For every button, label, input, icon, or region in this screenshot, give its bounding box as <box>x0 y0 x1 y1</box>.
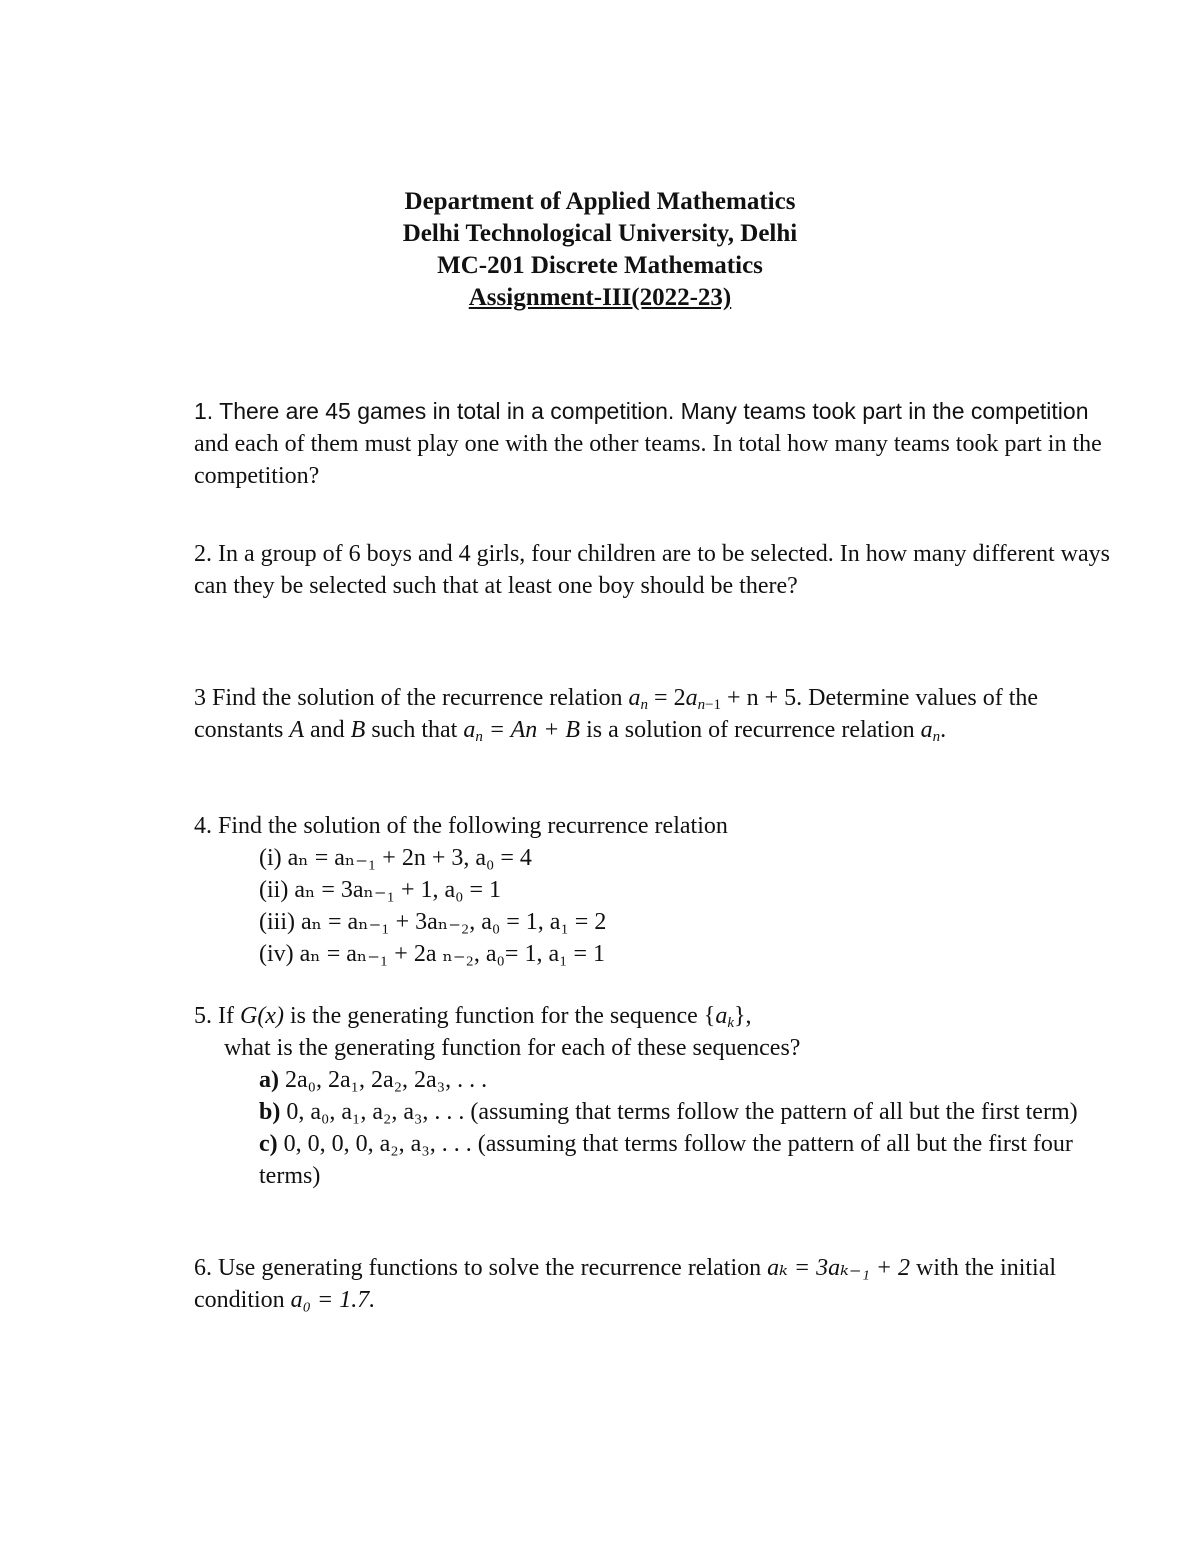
question-5: 5. If G(x) is the generating function for the sequence $\{a_k\}$, what is the generating function for each of these sequences? a) 2a₀, 2a₁, 2a₂, 2a₃, . . . b) 0, a₀, a₁, a₂, a₃, . . . (assuming that terms follow the pattern of all but the first term) c) 0, 0, 0, 0, a₂, a₃, . . . (assuming that terms follow the pattern of all but the first four terms) <box>194 1000 1114 1192</box>
question-5-part-c <box>194 1128 1114 1192</box>
university-title: Delhi Technological University, Delhi <box>402 220 798 247</box>
question-5-part-b-text: 0, a₀, a₁, a₂, a₃, . . . (assuming that terms follow the pattern of all but the first term) <box>280 1099 1078 1125</box>
question-1 <box>194 395 1114 492</box>
question-4-item-iii: (iii) aₙ = aₙ₋₁ + 3aₙ₋₂, a₀ = 1, a₁ = 2 <box>259 909 607 935</box>
question-5-line1c: }, <box>734 1003 752 1029</box>
question-5-gx: G(x) <box>239 1003 284 1029</box>
question-2 <box>194 538 1114 602</box>
question-6-text-b: with the initial condition <box>194 1255 1057 1313</box>
course-title: MC-201 Discrete Mathematics <box>437 252 763 279</box>
document-header <box>0 186 1200 314</box>
question-6-eq: aₖ = 3aₖ₋₁ + 2 <box>767 1255 911 1281</box>
question-5-part-a <box>194 1064 1114 1096</box>
question-4 <box>194 810 1114 970</box>
department-title: Department of Applied Mathematics <box>404 188 796 215</box>
question-5-line2: what is the generating function for each of these sequences? <box>224 1035 801 1061</box>
question-6-init: a₀ = 1.7. <box>290 1287 376 1313</box>
question-3-eq1: = 2 <box>654 685 686 711</box>
question-5-part-c-text: 0, 0, 0, 0, a₂, a₃, . . . (assuming that terms follow the pattern of all but the first four terms) <box>259 1131 1073 1189</box>
question-4-item-iv: (iv) aₙ = aₙ₋₁ + 2a ₙ₋₂, a₀= 1, a₁ = 1 <box>259 941 606 967</box>
question-1-text-part2: and each of them must play one with the other teams. In total how many teams took part in the competition? <box>194 431 1102 489</box>
question-2-text: 2. In a group of 6 boys and 4 girls, four children are to be selected. In how many different ways can they be selected such that at least one boy should be there? <box>194 541 1110 599</box>
question-3-const-a: A <box>289 717 304 743</box>
question-4-item-i: (i) aₙ = aₙ₋₁ + 2n + 3, a₀ = 4 <box>259 845 532 871</box>
question-3-eq2: = An + B <box>482 717 581 743</box>
question-5-line1a: 5. If <box>194 1003 240 1029</box>
question-6 <box>194 1252 1114 1316</box>
question-3: 3 Find the solution of the recurrence relation $a_n = 2a_{n-1} + n + 5$. Determine values of the constants A and B such that $a_n = An + B$ is a solution of recurrence relation $a_n$. <box>194 685 1039 745</box>
question-3-text-f: is a solution of recurrence relation <box>580 717 921 743</box>
question-5-part-b-label: b) <box>259 1099 281 1125</box>
question-5-line1b: is the generating function for the sequence { <box>283 1003 716 1029</box>
assignment-title: Assignment-III(2022-23) <box>468 284 732 311</box>
question-4-item-ii: (ii) aₙ = 3aₙ₋₁ + 1, a₀ = 1 <box>259 877 502 903</box>
question-3-eq1b: + n + 5. Determine values of the constants <box>194 685 1039 743</box>
question-3-text-e: such that <box>365 717 464 743</box>
question-3-text-a: 3 Find the solution of the recurrence relation <box>194 685 629 711</box>
question-3-const-b: B <box>350 717 366 743</box>
question-5-part-b <box>194 1096 1114 1128</box>
question-5-part-a-label: a) <box>259 1067 279 1093</box>
question-6-text-a: 6. Use generating functions to solve the recurrence relation <box>194 1255 768 1281</box>
question-1-text-part1: 1. There are 45 games in total in a competition. Many teams took part in the competition <box>194 398 1089 424</box>
question-5-part-c-label: c) <box>259 1131 278 1157</box>
question-3-and: and <box>304 717 351 743</box>
question-5-part-a-text: 2a₀, 2a₁, 2a₂, 2a₃, . . . <box>279 1067 488 1093</box>
question-4-intro: 4. Find the solution of the following recurrence relation <box>194 813 728 839</box>
